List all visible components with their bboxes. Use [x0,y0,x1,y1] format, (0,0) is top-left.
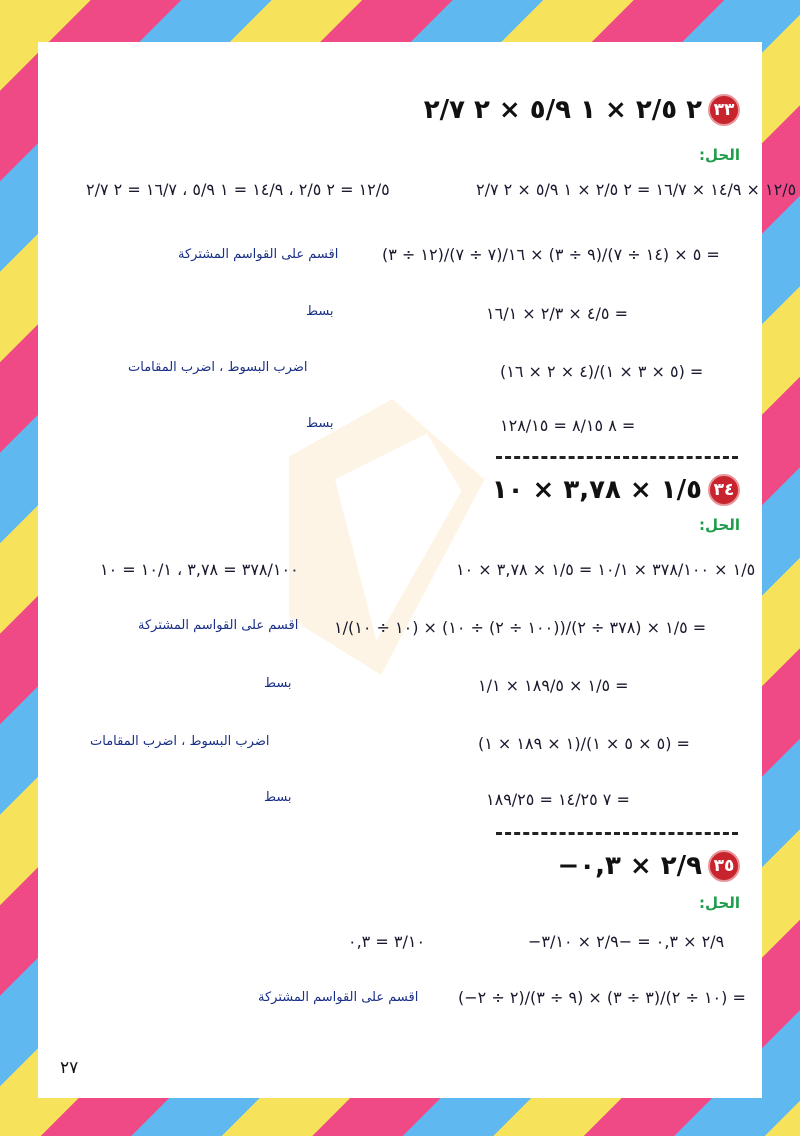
step-line: (٤ × ٢ × ١٦)/(٥ × ٣ × ١) = [500,362,704,381]
problem-34 [492,474,740,506]
step-note: بسط [306,304,334,319]
problem-35 [557,850,740,882]
step-note: اقسم على القواسم المشتركة [258,990,419,1005]
problem-number-badge: ٣٥ [708,850,740,882]
step-line: ١٢/٥ × ١٤/٩ × ١٦/٧ = ٢ ٢/٥ × ١ ٥/٩ × ٢ ٢/٧ [476,180,797,199]
problem-number-badge: ٣٣ [708,94,740,126]
step-line: ١/٥ × ٣٧٨/١٠٠ × ١٠/١ = ١/٥ × ٣,٧٨ × ١٠ [456,560,756,579]
section-divider [496,832,738,835]
step-note: بسط [264,790,292,805]
step-line: ٤/٥ × ٢/٣ × ١٦/١ = [486,304,628,323]
step-note: اضرب البسوط ، اضرب المقامات [90,734,270,749]
problem-number-badge: ٣٤ [708,474,740,506]
step-line: (١٢ ÷ ٣)/٥ × (١٤ ÷ ٧)/(٩ ÷ ٣) × ١٦/(٧ ÷ ٧) = [382,245,720,264]
step-line: (−٢ ÷ ٢)/(٩ ÷ ٣) × (٣ ÷ ٣)/(١٠ ÷ ٢) = [458,988,746,1007]
side-equation: ٣/١٠ = ٠,٣ [348,932,426,951]
side-equation: ٣٧٨/١٠٠ = ٣,٧٨ ، ١٠/١ = ١٠ [100,560,299,579]
step-note: اضرب البسوط ، اضرب المقامات [128,360,308,375]
step-line: ١/٥ × (٣٧٨ ÷ ٢)/((١٠٠ ÷ ٢) ÷ ١٠) × (١٠ ÷ ١٠)/١ = [334,618,707,637]
page-number: ٢٧ [60,1058,79,1078]
book-watermark-icon [266,387,496,687]
problem-33 [424,94,740,126]
problem-expression: ٢ ٢/٥ × ١ ٥/٩ × ٢ ٢/٧ [423,95,702,125]
problem-expression: −٢/٩ × ٠,٣ [557,851,702,881]
step-note: اقسم على القواسم المشتركة [178,247,339,262]
step-note: بسط [264,676,292,691]
step-line: (١ × ١٨٩ × ١)/(٥ × ٥ × ١) = [478,734,690,753]
side-equation: ١٢/٥ = ٢ ٢/٥ ، ١٤/٩ = ١ ٥/٩ ، ١٦/٧ = ٢ ٢/٧ [86,180,390,199]
step-line: −٢/٩ × ٠,٣ = −٢/٩ × ٣/١٠ [528,932,725,951]
step-line: ٧ ١٤/٢٥ = ١٨٩/٢٥ = [486,790,630,809]
solution-label: الحل: [699,894,740,912]
step-note: بسط [306,416,334,431]
solution-label: الحل: [699,146,740,164]
step-note: اقسم على القواسم المشتركة [138,618,299,633]
solution-label: الحل: [699,516,740,534]
section-divider [496,456,738,459]
worksheet-page [38,42,797,1098]
problem-expression: ١/٥ × ٣,٧٨ × ١٠ [491,475,702,505]
step-line: ١/٥ × ١٨٩/٥ × ١/١ = [478,676,629,695]
step-line: ٨ ٨/١٥ = ١٢٨/١٥ = [500,416,636,435]
